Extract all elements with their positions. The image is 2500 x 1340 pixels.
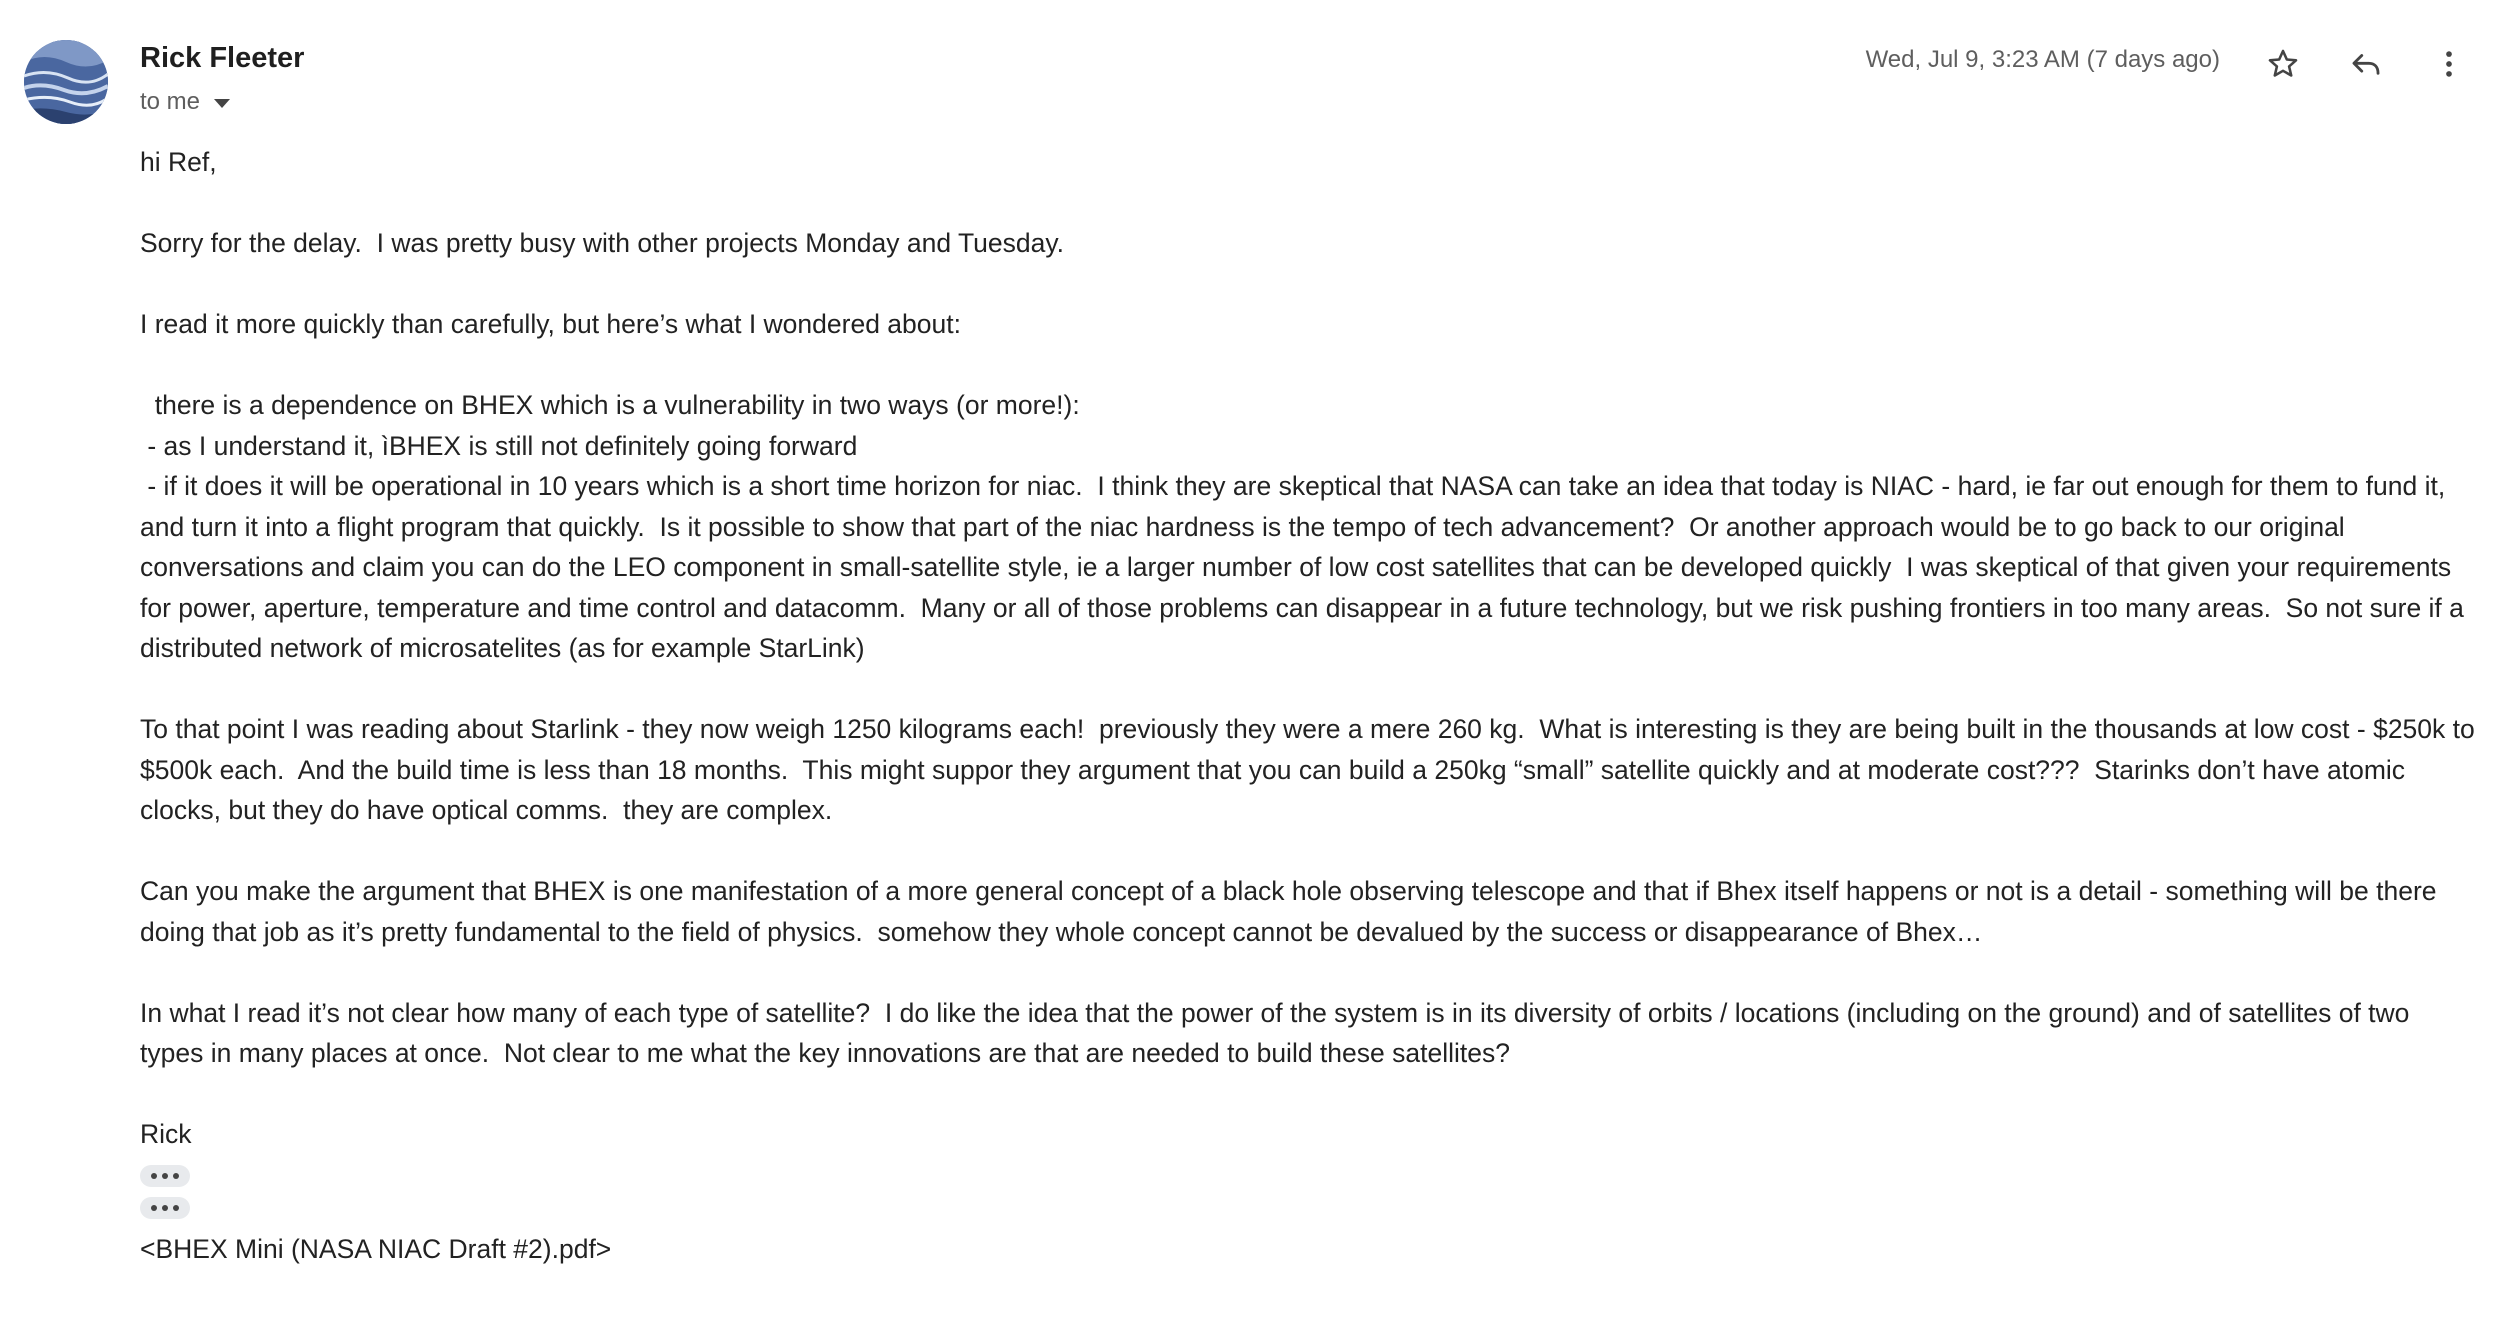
body-paragraph: In what I read it’s not clear how many of each type of satellite? I do like the idea that the power of the system is in its diversity of orbits / locations (including on the ground) and of satellites of two types in many places at once. Not clear to me what the key innovations are that are needed to build these satellites? bbox=[140, 997, 2417, 1068]
reply-button[interactable] bbox=[2342, 40, 2390, 88]
body-paragraph: Sorry for the delay. I was pretty busy with other projects Monday and Tuesday. bbox=[140, 228, 1065, 258]
body-paragraph: - as I understand it, ìBHEX is still not definitely going forward bbox=[140, 430, 858, 461]
body-paragraph: To that point I was reading about Starlink - they now weigh 1250 kilograms each! previously they were a mere 260 kg. What is interesting is they are being built in the thousands at low cost - $250k to $500k each. And the build time is less than 18 months. This might suppor they argument that you can build a 250kg “small” satellite quickly and at moderate cost??? Starinks don’t have atomic clocks, but they do have optical comms. they are complex. bbox=[140, 714, 2483, 825]
signature: Rick bbox=[140, 1119, 192, 1149]
chevron-down-icon bbox=[214, 99, 230, 108]
show-trimmed-content-button[interactable] bbox=[140, 1197, 190, 1219]
body-paragraph: there is a dependence on BHEX which is a vulnerability in two ways (or more!): bbox=[140, 390, 1080, 420]
attachment-reference: <BHEX Mini (NASA NIAC Draft #2).pdf> bbox=[140, 1233, 612, 1264]
greeting: hi Ref, bbox=[140, 147, 217, 177]
sender-name[interactable]: Rick Fleeter bbox=[140, 42, 305, 74]
reply-icon bbox=[2349, 47, 2383, 81]
message-date: Wed, Jul 9, 3:23 AM (7 days ago) bbox=[1865, 46, 2220, 73]
body-paragraph: I read it more quickly than carefully, but here’s what I wondered about: bbox=[140, 309, 961, 339]
body-paragraph: Can you make the argument that BHEX is one manifestation of a more general concept of a black hole observing telescope and that if Bhex itself happens or not is a detail - something will be there doing that job as it’s pretty fundamental to the field of physics. somehow they whole concept cannot be devalued by the success or disappearance of Bhex… bbox=[140, 876, 2444, 947]
star-button[interactable] bbox=[2259, 40, 2307, 88]
message-body bbox=[140, 142, 2483, 1269]
more-options-button[interactable] bbox=[2425, 40, 2473, 88]
recipient-details-toggle[interactable] bbox=[140, 88, 230, 116]
show-trimmed-content-button[interactable] bbox=[140, 1165, 190, 1187]
avatar bbox=[24, 40, 108, 124]
star-icon bbox=[2266, 47, 2300, 81]
recipient-label: to me bbox=[140, 88, 201, 115]
body-paragraph: - if it does it will be operational in 10 years which is a short time horizon for niac. I think they are skeptical that NASA can take an idea that today is NIAC - hard, ie far out enough for them to fund it, and turn it into a flight program that quickly. Is it possible to show that part of the niac hardness is the tempo of tech advancement? Or another approach would be to go back to our original conversations and claim you can do the LEO component in small-satellite style, ie a larger number of low cost satellites that can be developed quickly I was skeptical of that given your requirements for power, aperture, temperature and time control and datacomm. Many or all of those problems can disappear in a future technology, but we risk pushing frontiers in too many areas. So not sure if a distributed network of microsatelites (as for example StarLink) bbox=[140, 471, 2472, 663]
more-vert-icon bbox=[2432, 47, 2466, 81]
